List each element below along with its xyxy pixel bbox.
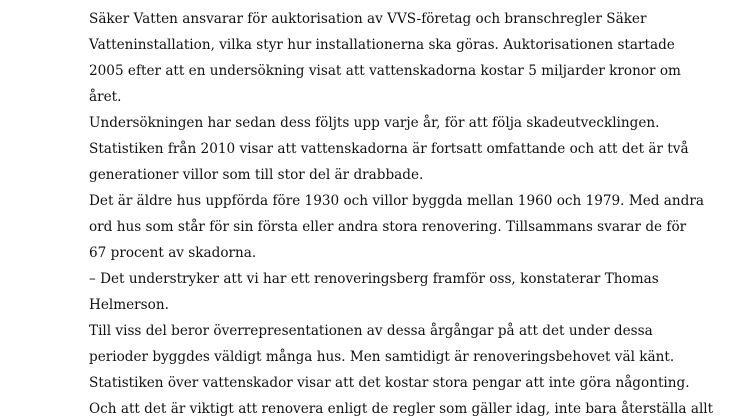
text-line: Det är äldre hus uppförda före 1930 och villor byggda mellan 1960 och 1979. Med andra bbox=[89, 193, 704, 209]
quote-line: – Det understryker att vi har ett renoveringsberg framför oss, konstaterar Thomas bbox=[89, 271, 659, 287]
text-line: året. bbox=[89, 89, 122, 105]
text-line: Statistiken över vattenskador visar att det kostar stora pengar att inte göra någonting. bbox=[89, 375, 690, 391]
text-line: Vatteninstallation, vilka styr hur installationerna ska göras. Auktorisationen startade bbox=[89, 37, 675, 53]
text-line: perioder byggdes väldigt många hus. Men samtidigt är renoveringsbehovet väl känt. bbox=[89, 349, 675, 365]
text-line: Och att det är viktigt att renovera enligt de regler som gäller idag, inte bara återställa allt bbox=[89, 401, 714, 417]
quote-line: Helmerson. bbox=[89, 297, 169, 313]
text-line: Statistiken från 2010 visar att vattenskadorna är fortsatt omfattande och att det är två bbox=[89, 141, 689, 157]
text-line: 67 procent av skadorna. bbox=[89, 245, 257, 261]
text-line: Undersökningen har sedan dess följts upp varje år, för att följa skadeutvecklingen. bbox=[89, 115, 660, 131]
article-body bbox=[89, 6, 729, 419]
text-line: generationer villor som till stor del är drabbade. bbox=[89, 167, 424, 183]
text-line: 2005 efter att en undersökning visat att vattenskadorna kostar 5 miljarder kronor om bbox=[89, 63, 681, 79]
text-line: ord hus som står för sin första eller andra stora renovering. Tillsammans svarar de för bbox=[89, 219, 687, 235]
text-line: Säker Vatten ansvarar för auktorisation av VVS-företag och branschregler Säker bbox=[89, 11, 647, 27]
text-line: Till viss del beror överrepresentationen av dessa årgångar på att det under dessa bbox=[89, 323, 653, 339]
